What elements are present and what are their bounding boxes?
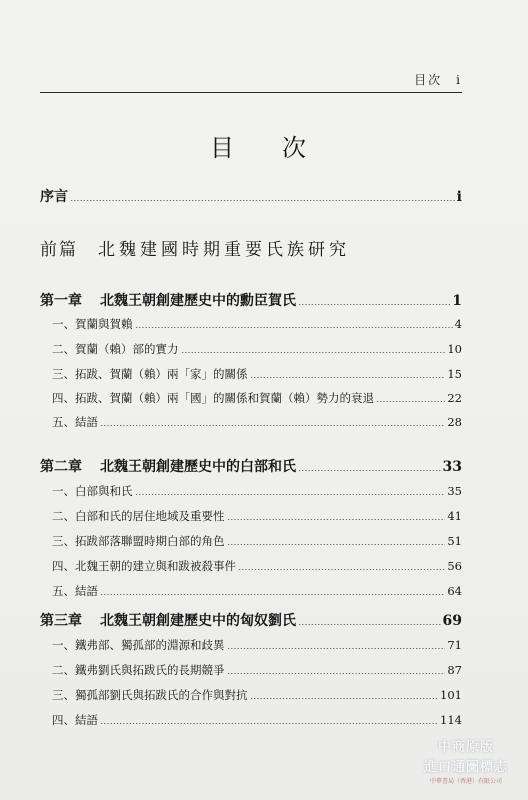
section-title: 四、北魏王朝的建立與和跋被殺事件 [52,559,236,573]
dot-leader [238,569,445,570]
section-title: 四、結語 [52,713,98,727]
stamp-line-2: 進口通圖標志 [423,760,508,775]
dot-leader [135,327,453,328]
dot-leader [227,673,446,674]
toc-page-number: 4 [454,317,462,331]
toc-page-number: 64 [447,584,462,598]
toc-page-number: 69 [442,613,462,629]
toc-section[interactable] [52,533,462,549]
running-head [40,70,462,93]
dot-leader [227,519,446,520]
chapter-label: 第三章 [40,613,82,629]
section-title: 二、白部和氏的居住地域及重要性 [52,509,225,523]
dot-leader [100,425,445,426]
toc-page-number: 28 [447,415,462,429]
toc-section[interactable] [52,390,462,406]
section-title: 二、賀蘭（賴）部的實力 [52,342,179,356]
dot-leader [181,352,446,353]
dot-leader [298,304,450,305]
stamp-line-3: 中華書局（香港）有限公司 [429,778,502,785]
dot-leader [70,200,455,201]
section-title: 二、鐵弗劉氏與拓跋氏的長期競爭 [52,663,225,677]
section-title: 五、結語 [52,584,98,598]
toc-entry-label: 序言 [40,189,68,205]
toc-section[interactable] [52,414,462,430]
dot-leader [298,624,441,625]
section-title: 一、鐵弗部、獨孤部的淵源和歧異 [52,638,225,652]
toc-section[interactable] [52,687,462,703]
toc-page-number: 71 [447,638,462,652]
chapter-title: 北魏王朝創建歷史中的勳臣賀氏 [100,293,296,309]
dot-leader [100,594,445,595]
toc-section[interactable] [52,341,462,357]
part-label: 前篇 [40,240,78,260]
section-title: 五、結語 [52,415,98,429]
toc-page-number: i [456,189,462,205]
toc-section[interactable] [52,316,462,332]
toc-entry-preface[interactable] [40,186,462,206]
stamp-line-1: 中商原版 [437,740,494,755]
chapter-title: 北魏王朝創建歷史中的白部和氏 [100,459,296,475]
distributor-stamp [412,732,520,792]
toc-section[interactable] [52,508,462,524]
toc-page-number: 56 [447,559,462,573]
page-title: 目 次 [210,134,318,162]
dot-leader [135,494,446,495]
toc-page-number: 15 [447,367,462,381]
section-title: 四、拓跋、賀蘭（賴）兩「國」的關係和賀蘭（賴）勢力的衰退 [52,391,374,405]
section-title: 三、獨孤部劉氏與拓跋氏的合作與對抗 [52,688,248,702]
toc-page-number: 35 [447,484,462,498]
toc-page-number: 87 [447,663,462,677]
toc-page-number: 22 [447,391,462,405]
dot-leader [227,544,446,545]
dot-leader [250,698,439,699]
dot-leader [250,377,446,378]
dot-leader [100,723,438,724]
toc-chapter-3[interactable] [40,610,462,630]
section-title: 一、賀蘭與賀賴 [52,317,133,331]
toc-page-number: 101 [440,688,462,702]
running-head-text: 目次 i [414,73,462,87]
toc-chapter-2[interactable] [40,456,462,476]
toc-section[interactable] [52,583,462,599]
section-title: 三、拓跋部落聯盟時期白部的角色 [52,534,225,548]
dot-leader [376,401,445,402]
dot-leader [298,470,441,471]
toc-section[interactable] [52,366,462,382]
part-heading [40,235,350,260]
section-title: 三、拓跋、賀蘭（賴）兩「家」的關係 [52,367,248,381]
part-title: 北魏建國時期重要氏族研究 [98,240,350,260]
chapter-label: 第二章 [40,459,82,475]
toc-page-number: 114 [440,713,462,727]
toc-page-number: 51 [447,534,462,548]
toc-page-number: 41 [447,509,462,523]
toc-page-number: 33 [442,459,462,475]
toc-section[interactable] [52,483,462,499]
section-title: 一、白部與和氏 [52,484,133,498]
toc-section[interactable] [52,712,462,728]
dot-leader [227,648,446,649]
toc-section[interactable] [52,558,462,574]
toc-chapter-1[interactable] [40,290,462,310]
chapter-title: 北魏王朝創建歷史中的匈奴劉氏 [100,613,296,629]
toc-section[interactable] [52,662,462,678]
chapter-label: 第一章 [40,293,82,309]
toc-page-number: 10 [447,342,462,356]
toc-page-number: 1 [452,293,462,309]
toc-section[interactable] [52,637,462,653]
